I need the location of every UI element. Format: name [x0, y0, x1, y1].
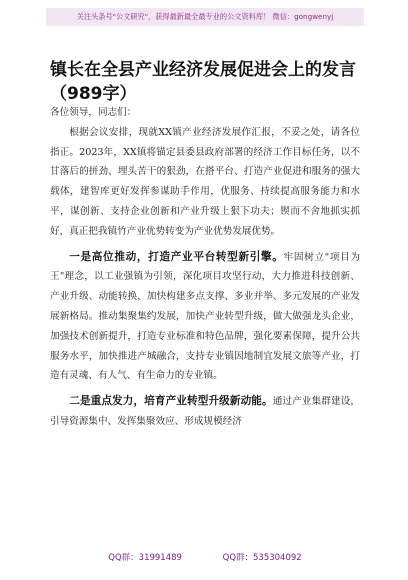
salutation: 各位领导，同志们： — [50, 107, 137, 118]
footer-contact — [50, 551, 360, 565]
header-banner: 关注头条号"公文研究"，获得最新最全最专业的公文资料库！ 微信：gongwenyj — [46, 8, 364, 26]
paragraph-section-2 — [50, 392, 360, 432]
section-1-heading: 一是高位推动，打造产业平台转型新引擎。 — [69, 250, 284, 263]
section-1-text: 牢固树立"项目为王"理念，以工业强镇为引领，深化项目攻坚行动，大力推进科技创新、产业升级、动能转换，加快构建多点支撑、多业并举、多元发展的产业发展新格局。推动集聚集约发展，加快产业转型升级，做大做强龙头企业，加强技术创新提升，打造专业标准和特色品牌，强化要素保障，提升公共服务水平，加快推进产城融合，支持专业镇因地制宜发展文旅等产业，打造有灵魂、有人气、有生命力的专业镇。 — [50, 251, 360, 382]
footer-qq-group-1: QQ群：31991489 — [108, 553, 182, 563]
footer-qq-group-2: QQ群：535304092 — [222, 553, 302, 563]
section-2-text: 通过产业集群建设，引导资源集中、发挥集聚效应、形成规模经济 — [50, 396, 361, 427]
paragraph-section-1 — [50, 248, 360, 387]
document-body — [50, 103, 360, 432]
paragraph-intro: 根据会议安排，现就XX镇产业经济发展作汇报，不妥之处，请各位指正。2023年，XX镇将锚定县委县政府部署的经济工作目标任务，以不甘落后的拼劲、埋头苦干的狠劲，在搭平台、打造产业促进和服务的强大载体，建智库更好发挥参谋助手作用，优服务、持续提高服务能力和水平，谋创新、支持企业创新和产业升级上狠下功夫；锲而不舍地抓实抓好，真正把我镇竹产业优势转变为产业优势发展优势。 — [50, 126, 360, 237]
document-title: 镇长在全县产业经济发展促进会上的发言（989字） — [50, 60, 356, 104]
section-2-heading: 二是重点发力，培育产业转型升级新动能。 — [69, 395, 273, 408]
